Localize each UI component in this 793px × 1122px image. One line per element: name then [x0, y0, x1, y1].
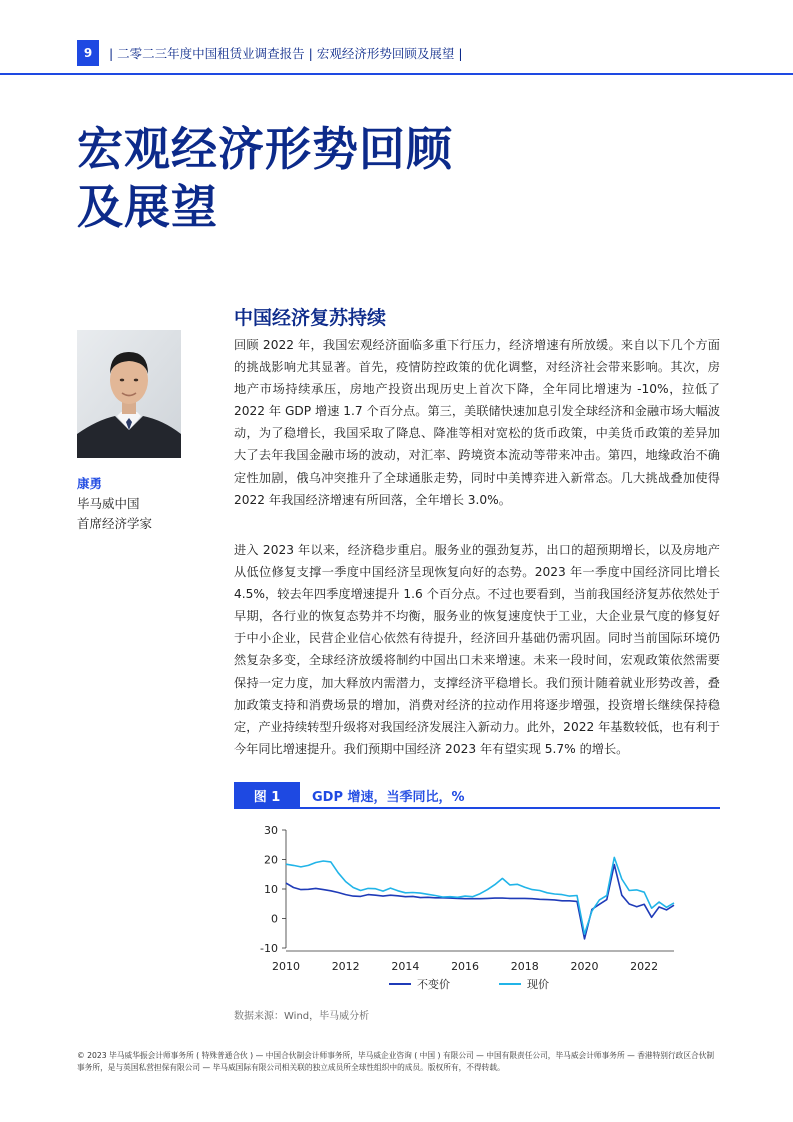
- section-heading: 中国经济复苏持续: [234, 307, 387, 329]
- author-photo: [77, 330, 181, 458]
- page-title-line-1: 宏观经济形势回顾: [77, 122, 453, 176]
- author-info: [77, 474, 152, 534]
- x-tick-label: 2012: [331, 960, 360, 973]
- y-tick-label: 30: [264, 824, 278, 837]
- page-header: [77, 40, 463, 66]
- gdp-growth-chart: [234, 815, 720, 1000]
- legend-label: 不变价: [417, 978, 450, 991]
- y-tick-label: 20: [264, 853, 278, 867]
- y-tick-label: 0: [271, 912, 278, 926]
- chart-series: [286, 857, 674, 939]
- body-paragraph: 回顾 2022 年，我国宏观经济面临多重下行压力，经济增速有所放缓。来自以下几个方面的挑战影响尤其显著。首先，疫情防控政策的优化调整，对经济社会带来影响。其次，房地产市场持续承压，房地产投资出现历史上首次下降，全年同比增速为 -10%，拉低了 2022 年 GDP 增速 1.7 个百分点。第三，美联储快速加息引发全球经济和金融市场大幅波动，为了稳增长，我国采取了降息、降准等相对宽松的货币政策，中美货币政策的差异加大了去年我国金融市场的波动，对汇率、跨境资本流动等带来冲击。第四，地缘政治不确定性加剧，俄乌冲突推升了全球通胀走势，同时中美博弈进入新常态。几大挑战叠加使得 2022 年我国经济增速有所回落，全年增长 3.0%。: [234, 338, 720, 507]
- series-line-constant-price: [286, 865, 674, 939]
- body-paragraph: 进入 2023 年以来，经济稳步重启。服务业的强劲复苏，出口的超预期增长，以及房地产从低位修复支撑一季度中国经济呈现恢复向好的态势。2023 年一季度中国经济同比增长 4.5%，较去年四季度增速提升 1.6 个百分点。不过也要看到，当前我国经济复苏依然处于早期，各行业的恢复态势并不均衡，服务业的恢复速度快于工业，大企业景气度的修复好于中小企业，民营企业信心依然有待提升，经济回升基础仍需巩固。同时当前国际环境仍然复杂多变，全球经济放缓将制约中国出口未来增速。未来一段时间，宏观政策依然需要保持一定力度，加大释放内需潜力，支撑经济平稳增长。我们预计随着就业形势改善，叠加政策支持和消费场景的增加，消费对经济的拉动作用将逐步增强，投资增长继续保持稳定，产业持续转型升级将对我国经济发展注入新动力。此外，2022 年基数较低，也有利于今年同比增速提升。我们预期中国经济 2023 年有望实现 5.7% 的增长。: [234, 543, 720, 756]
- legend-label: 现价: [527, 978, 549, 991]
- x-tick-label: 2018: [510, 960, 539, 973]
- page-title: [77, 120, 453, 236]
- figure-label: 图 1: [234, 782, 300, 808]
- data-source: 数据来源：Wind，毕马威分析: [234, 1011, 370, 1022]
- chart-legend: [389, 977, 549, 991]
- header-rule: [0, 73, 793, 75]
- x-tick-label: 2016: [451, 960, 480, 973]
- y-tick-label: -10: [260, 942, 278, 955]
- x-tick-label: 2020: [570, 960, 599, 973]
- author-name: 康勇: [77, 476, 103, 491]
- x-tick-label: 2014: [391, 960, 420, 973]
- figure-caption: [234, 782, 720, 808]
- figure-rule: [234, 807, 720, 809]
- figure-title: GDP 增速，当季同比，%: [312, 789, 465, 805]
- x-tick-label: 2010: [272, 960, 300, 973]
- author-org: 毕马威中国: [77, 496, 140, 511]
- y-tick-label: 10: [264, 883, 278, 896]
- author-role: 首席经济学家: [77, 516, 153, 531]
- page-title-line-2: 及展望: [77, 180, 218, 234]
- x-tick-label: 2022: [630, 960, 659, 973]
- page-number: 9: [77, 40, 99, 66]
- copyright-footer: © 2023 毕马威华振会计师事务所 ( 特殊普通合伙 ) — 中国合伙制会计师事务所，毕马威企业咨询 ( 中国 ) 有限公司 — 中国有限责任公司，毕马威会计师事务所 — 香港特别行政区合伙制事务所，是与英国私营担保有限公司 — 毕马威国际有限公司相关联的独立成员所全球性组织中的成员。版权所有，不得转载。: [77, 1051, 715, 1072]
- running-title: | 二零二三年度中国租赁业调查报告 | 宏观经济形势回顾及展望 |: [109, 46, 463, 61]
